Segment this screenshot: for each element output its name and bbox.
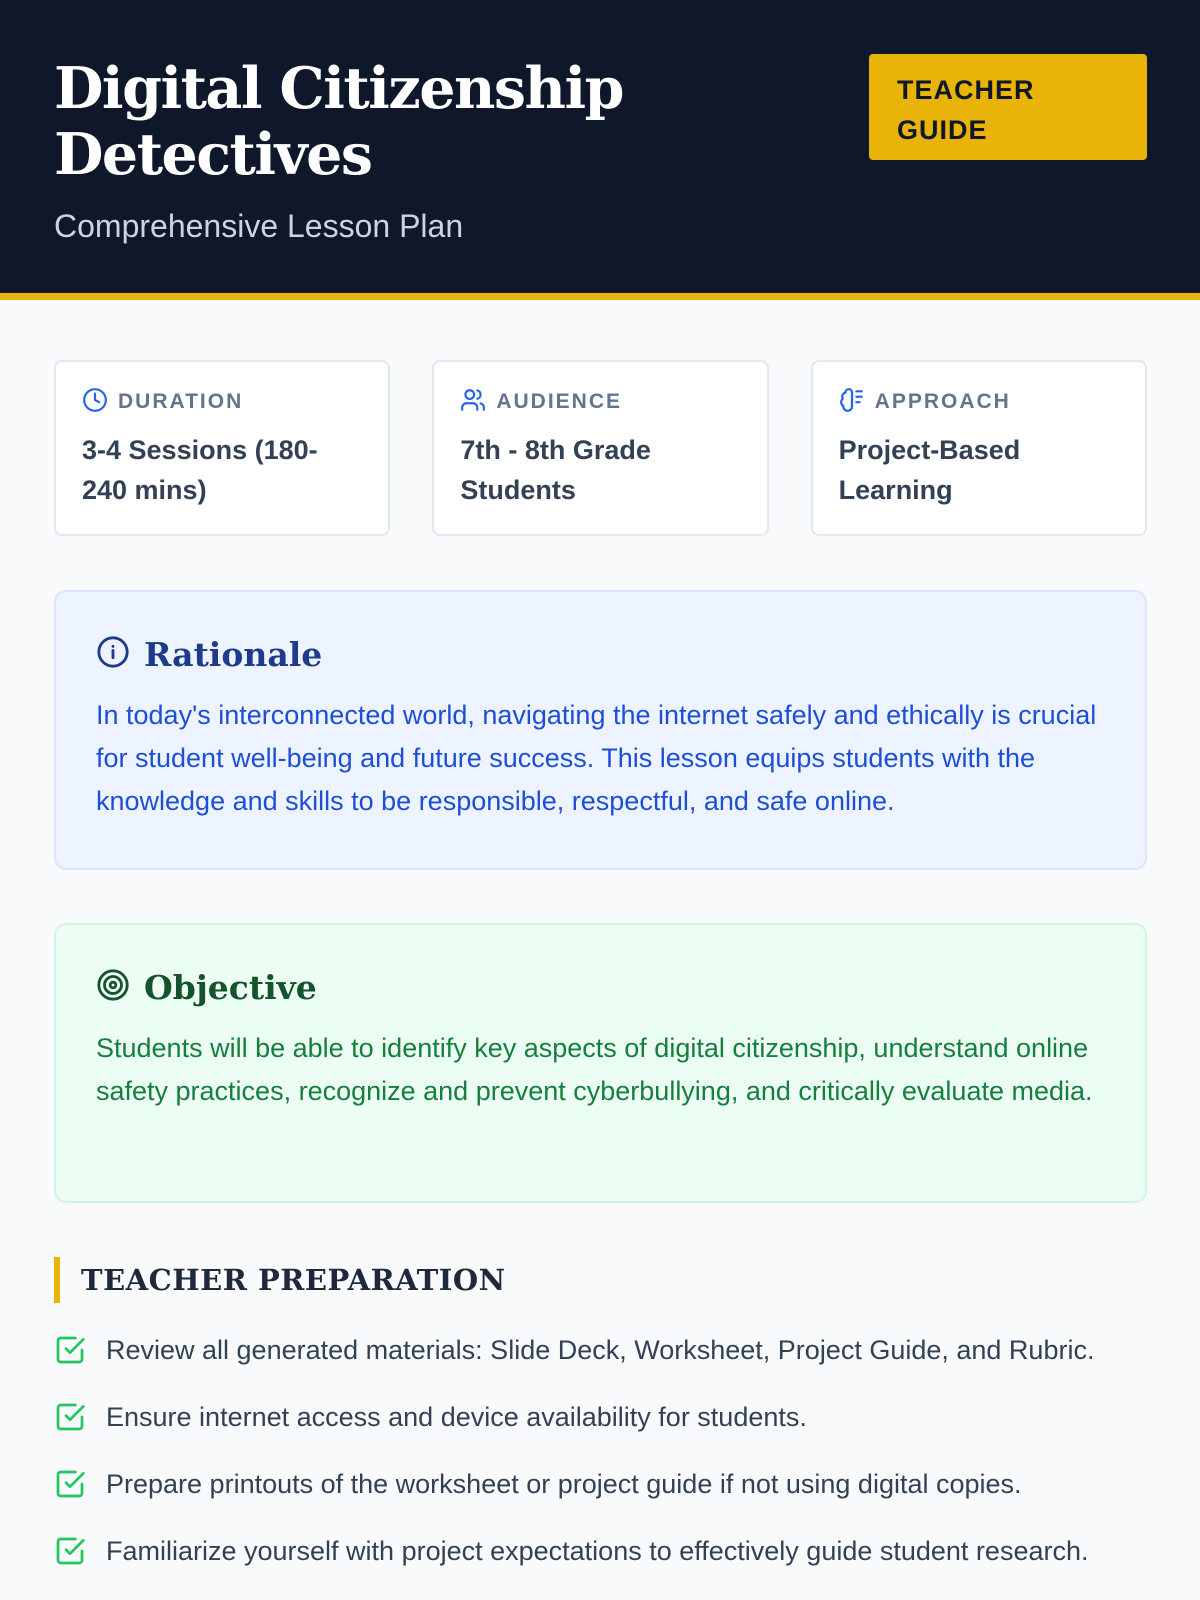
rationale-title: Rationale <box>144 634 323 674</box>
info-icon <box>96 635 130 674</box>
objective-section <box>54 923 1147 1203</box>
preparation-list <box>54 1330 1164 1598</box>
meta-card-approach <box>811 360 1147 536</box>
check-square-icon <box>54 1531 86 1578</box>
teacher-guide-badge: TEACHER GUIDE <box>869 54 1147 160</box>
objective-title: Objective <box>144 967 317 1007</box>
list-item-text: Review all generated materials: Slide Deck, Worksheet, Project Guide, and Rubric. <box>106 1335 1095 1365</box>
meta-label: DURATION <box>118 390 244 413</box>
page-header <box>0 0 1200 300</box>
brain-icon <box>839 387 865 418</box>
meta-cards <box>54 360 1147 536</box>
objective-body: Students will be able to identify key aspects of digital citizenship, understand online safety practices, recognize and prevent cyberbullying, and critically evaluate media. <box>96 1033 1093 1106</box>
list-item <box>54 1464 1164 1511</box>
meta-value: 7th - 8th Grade Students <box>460 435 651 505</box>
preparation-heading <box>54 1257 506 1303</box>
meta-card-duration <box>54 360 390 536</box>
meta-label: AUDIENCE <box>496 390 623 413</box>
meta-label: APPROACH <box>874 390 1011 413</box>
meta-card-audience <box>432 360 768 536</box>
meta-value: Project-Based Learning <box>838 435 1021 505</box>
target-icon <box>96 968 130 1007</box>
list-item-text: Familiarize yourself with project expectations to effectively guide student research. <box>106 1536 1089 1566</box>
clock-icon <box>82 387 108 418</box>
check-square-icon <box>54 1397 86 1444</box>
page-subtitle: Comprehensive Lesson Plan <box>54 208 464 244</box>
meta-value: 3-4 Sessions (180-240 mins) <box>82 435 318 505</box>
check-square-icon <box>54 1464 86 1511</box>
page-title: Digital Citizenship Detectives <box>54 55 623 188</box>
list-item <box>54 1397 1164 1444</box>
list-item-text: Ensure internet access and device availability for students. <box>106 1402 807 1432</box>
preparation-title: TEACHER PREPARATION <box>81 1263 506 1297</box>
rationale-body: In today's interconnected world, navigating the internet safely and ethically is crucial for student well-being and future success. This lesson equips students with the knowledge and skills to be responsible, respectful, and safe online. <box>96 700 1097 816</box>
users-icon <box>460 387 486 418</box>
check-square-icon <box>54 1330 86 1377</box>
list-item <box>54 1330 1164 1377</box>
rationale-section <box>54 590 1147 870</box>
list-item-text: Prepare printouts of the worksheet or project guide if not using digital copies. <box>106 1469 1022 1499</box>
list-item <box>54 1531 1164 1578</box>
